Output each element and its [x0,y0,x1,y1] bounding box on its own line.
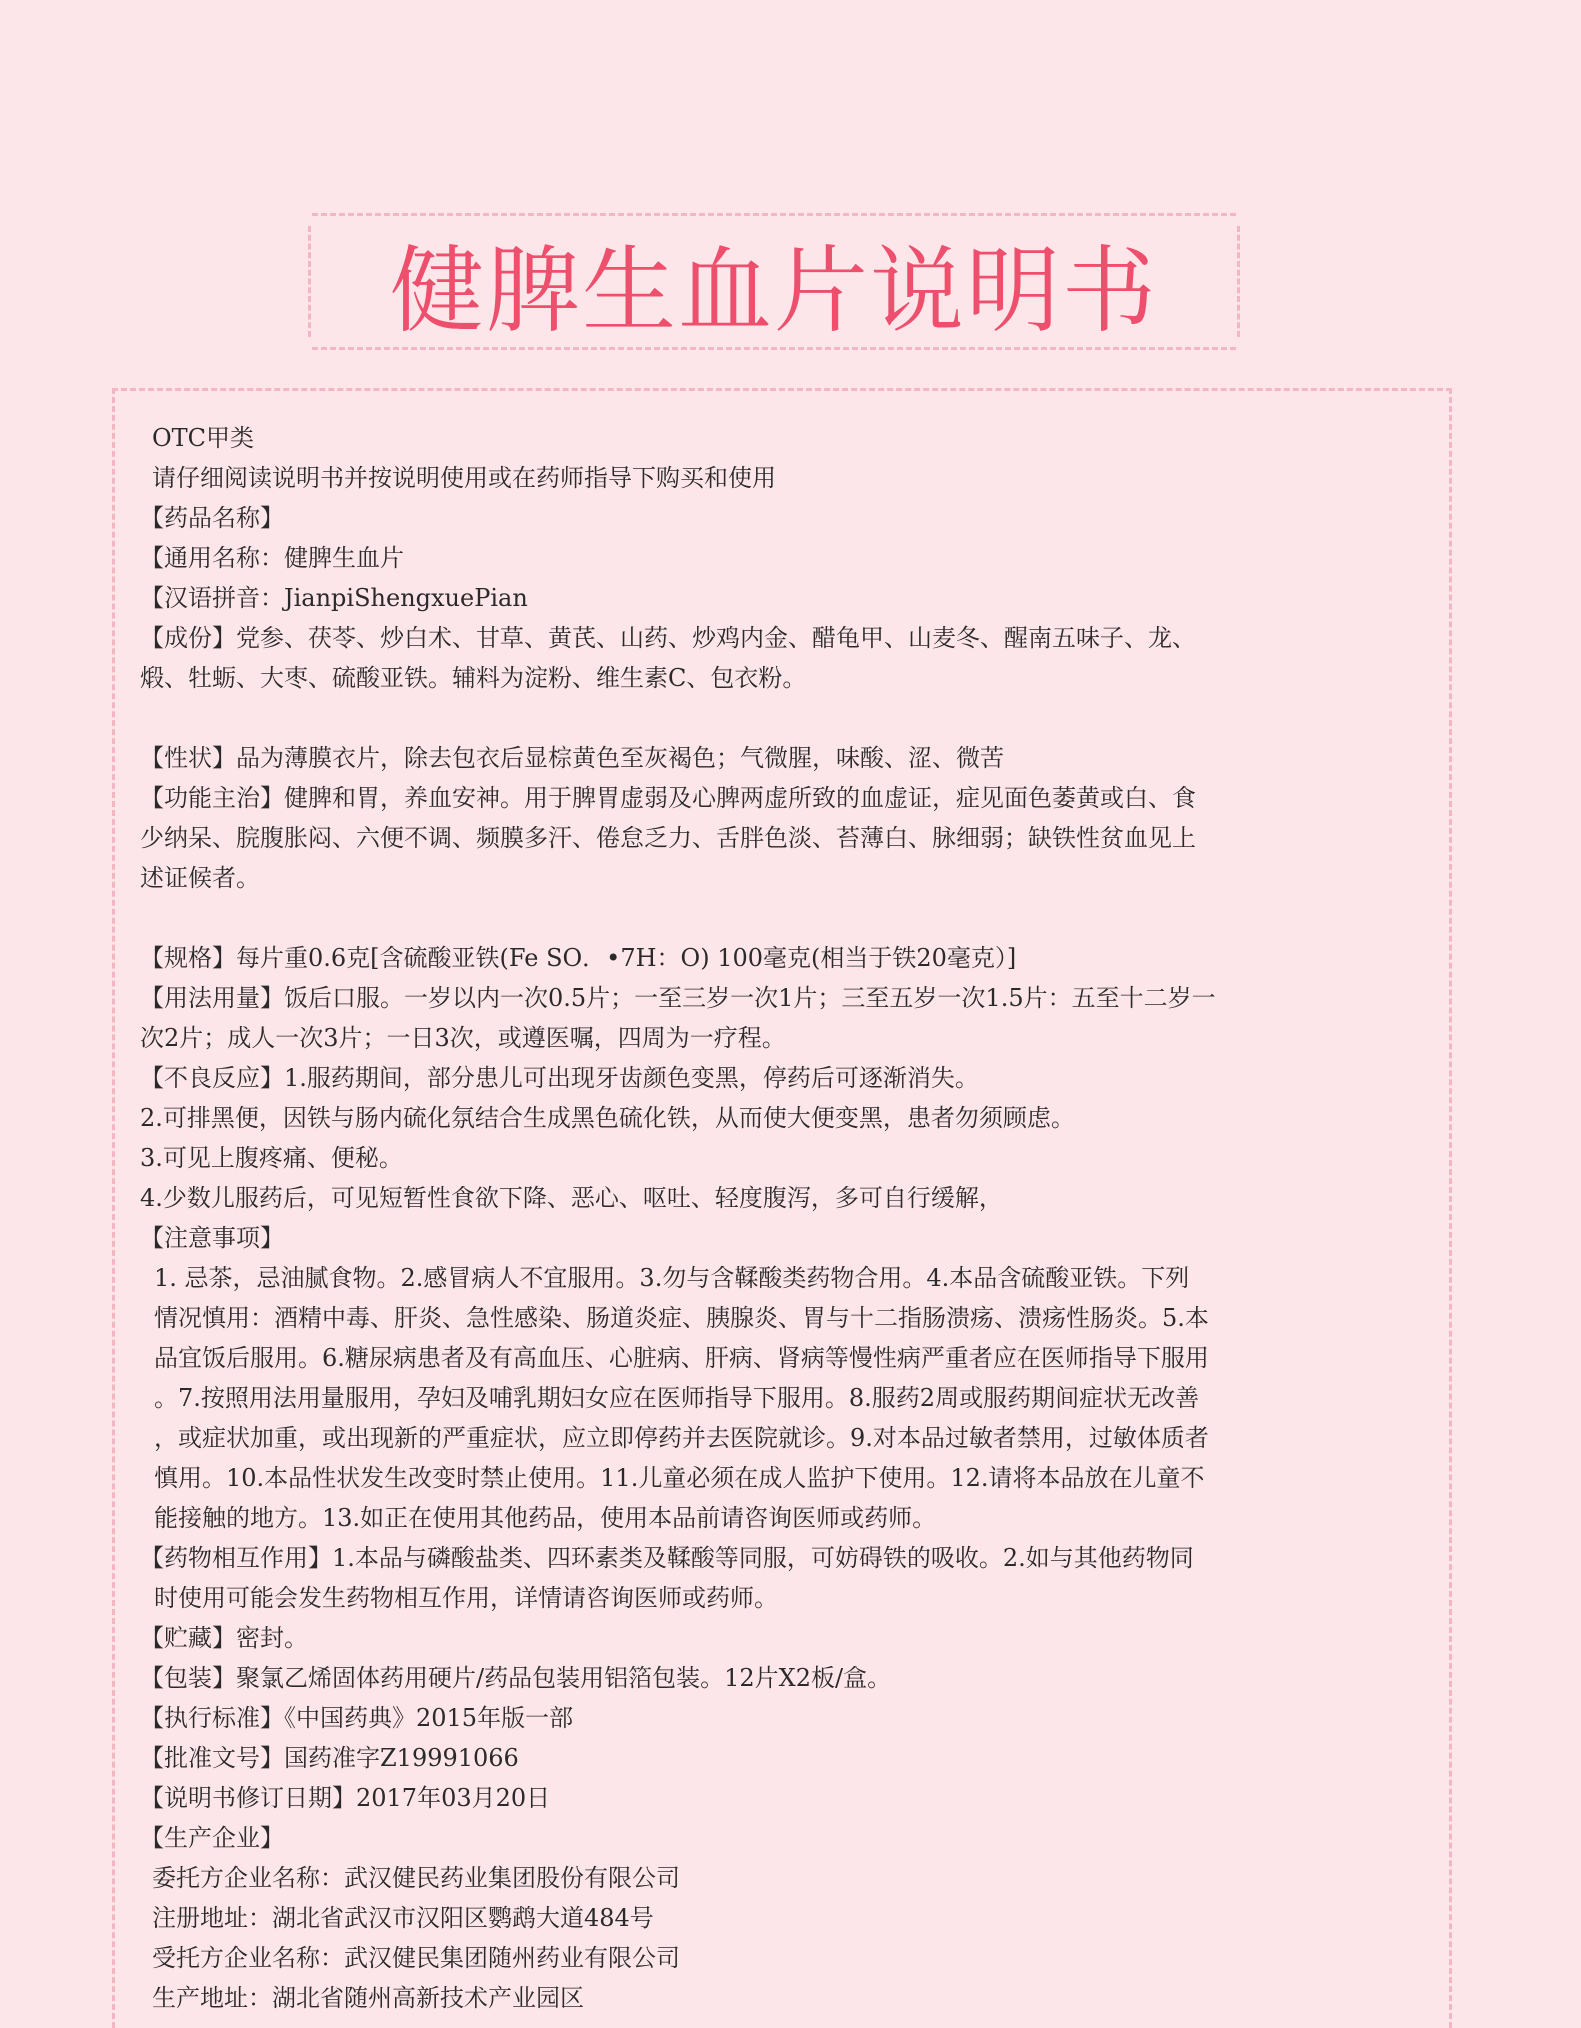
generic-name: 【通用名称：健脾生血片 [140,544,404,572]
contract-company: 受托方企业名称：武汉健民集团随州药业有限公司 [152,1944,680,1972]
standard: 【执行标准】《中国药典》2015年版一部 [140,1704,574,1732]
pinyin-name: 【汉语拼音：JianpiShengxuePian [140,584,528,612]
interactions-line-2: 时使用可能会发生药物相互作用，详情请咨询医师或药师。 [154,1584,778,1612]
storage: 【贮藏】密封。 [140,1624,308,1652]
usage-line-1: 【用法用量】饭后口服。一岁以内一次0.5片；一至三岁一次1片；三至五岁一次1.5片：五至十二岁一 [140,984,1216,1012]
precautions-line-5: ，或症状加重，或出现新的严重症状，应立即停药并去医院就诊。9.对本品过敏者禁用，过敏体质者 [154,1424,1209,1452]
precautions-heading: 【注意事项】 [140,1224,284,1252]
ingredients-line-2: 煅、牡蛎、大枣、硫酸亚铁。辅料为淀粉、维生素C、包衣粉。 [140,664,807,692]
precautions-line-6: 慎用。10.本品性状发生改变时禁止使用。11.儿童必须在成人监护下使用。12.请将本品放在儿童不 [154,1464,1205,1492]
usage-notice: 请仔细阅读说明书并按说明使用或在药师指导下购买和使用 [152,464,776,492]
page-title: 健脾生血片说明书 [389,236,1158,346]
manufacturer-heading: 【生产企业】 [140,1824,284,1852]
precautions-line-4: 。7.按照用法用量服用，孕妇及哺乳期妇女应在医师指导下服用。8.服药2周或服药期间症状无改善 [154,1384,1200,1412]
interactions-line-1: 【药物相互作用】1.本品与磷酸盐类、四环素类及鞣酸等同服，可妨碍铁的吸收。2.如与其他药物同 [140,1544,1194,1572]
otc-label: OTC甲类 [152,424,255,452]
properties: 【性状】品为薄膜衣片，除去包衣后显棕黄色至灰褐色；气微腥，味酸、涩、微苦 [140,744,1004,772]
adverse-line-4: 4.少数儿服药后，可见短暂性食欲下降、恶心、呕吐、轻度腹泻，多可自行缓解， [140,1184,1003,1212]
approval-number: 【批准文号】国药准字Z19991066 [140,1744,519,1772]
function-line-1: 【功能主治】健脾和胃，养血安神。用于脾胃虚弱及心脾两虚所致的血虚证，症见面色萎黄或白、食 [140,784,1196,812]
package: 【包装】聚氯乙烯固体药用硬片/药品包装用铝箔包装。12片X2板/盒。 [140,1664,892,1692]
adverse-line-1: 【不良反应】1.服药期间，部分患儿可出现牙齿颜色变黑，停药后可逐渐消失。 [140,1064,979,1092]
precautions-line-7: 能接触的地方。13.如正在使用其他药品，使用本品前请咨询医师或药师。 [154,1504,937,1532]
spacer [140,698,1400,738]
precautions-line-1: 1. 忌茶，忌油腻食物。2.感冒病人不宜服用。3.勿与含鞣酸类药物合用。4.本品含硫酸亚铁。下列 [154,1264,1190,1292]
production-address: 生产地址：湖北省随州高新技术产业园区 [152,1984,584,2012]
specification: 【规格】每片重0.6克[含硫酸亚铁(Fe SO．•7H：O) 100毫克(相当于铁20毫克）] [140,944,1017,972]
usage-line-2: 次2片；成人一次3片；一日3次，或遵医嘱，四周为一疗程。 [140,1024,786,1052]
registered-address: 注册地址：湖北省武汉市汉阳区鹦鹉大道484号 [152,1904,654,1932]
adverse-line-2: 2.可排黑便，因铁与肠内硫化氛结合生成黑色硫化铁，从而使大便变黑，患者勿须顾虑。 [140,1104,1075,1132]
adverse-line-3: 3.可见上腹疼痛、便秘。 [140,1144,403,1172]
function-line-3: 述证候者。 [140,864,260,892]
spacer [140,898,1400,938]
precautions-line-2: 情况慎用：酒精中毒、肝炎、急性感染、肠道炎症、胰腺炎、胃与十二指肠溃疡、溃疡性肠炎。5.本 [154,1304,1209,1332]
ingredients-line-1: 【成份】党参、茯苓、炒白术、甘草、黄芪、山药、炒鸡内金、醋龟甲、山麦冬、醒南五味子、龙、 [140,624,1196,652]
leaflet-content [140,418,1400,2018]
revision-date: 【说明书修订日期】2017年03月20日 [140,1784,551,1812]
drug-name-heading: 【药品名称】 [140,504,284,532]
client-company: 委托方企业名称：武汉健民药业集团股份有限公司 [152,1864,680,1892]
function-line-2: 少纳呆、脘腹胀闷、六便不调、频膜多汗、倦怠乏力、舌胖色淡、苔薄白、脉细弱；缺铁性贫血见上 [140,824,1196,852]
precautions-line-3: 品宜饭后服用。6.糖尿病患者及有高血压、心脏病、肝病、肾病等慢性病严重者应在医师指导下服用 [154,1344,1209,1372]
